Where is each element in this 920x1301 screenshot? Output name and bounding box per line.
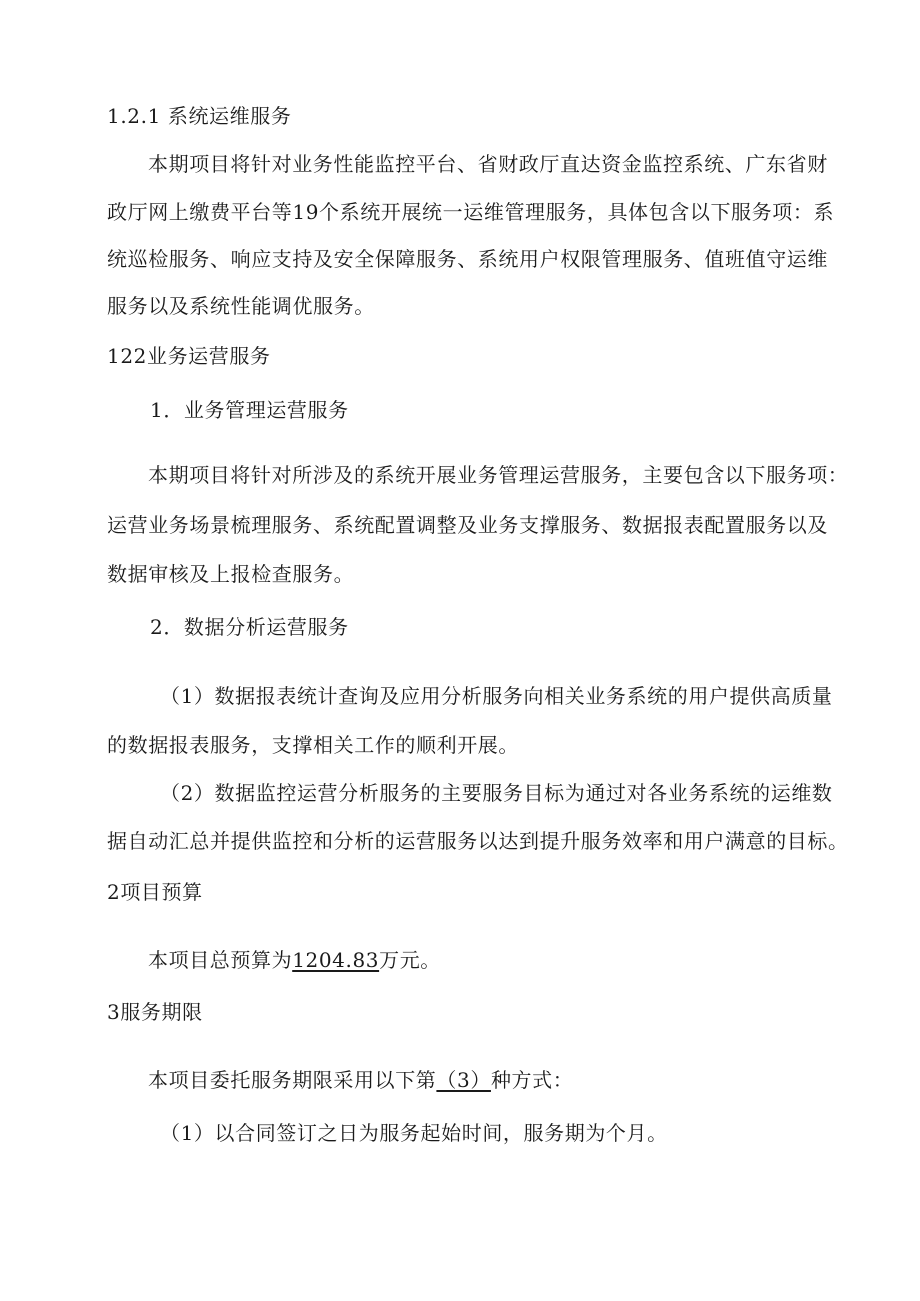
paragraph-line: （1）数据报表统计查询及应用分析服务向相关业务系统的用户提供高质量 (160, 684, 833, 708)
paragraph-line: 据自动汇总并提供监控和分析的运营服务以达到提升服务效率和用户满意的目标。 (107, 829, 849, 853)
section-heading-1-2-2: 122业务运营服务 (107, 344, 271, 368)
paragraph-line: 政厅网上缴费平台等19个系统开展统一运维管理服务，具体包含以下服务项：系 (107, 200, 835, 224)
section-heading-2: 2项目预算 (107, 880, 203, 904)
section-heading-1-2-1: 1.2.1 系统运维服务 (107, 104, 292, 128)
budget-prefix: 本项目总预算为 (148, 948, 293, 972)
paragraph-line: 运营业务场景梳理服务、系统配置调整及业务支撑服务、数据报表配置服务以及 (107, 513, 828, 537)
term-prefix: 本项目委托服务期限采用以下第 (148, 1068, 437, 1092)
paragraph-line: 本期项目将针对业务性能监控平台、省财政厅直达资金监控系统、广东省财 (148, 152, 828, 176)
paragraph-line: 服务以及系统性能调优服务。 (107, 294, 375, 318)
paragraph-line: 统巡检服务、响应支持及安全保障服务、系统用户权限管理服务、值班值守运维 (107, 247, 828, 271)
term-option-1: （1）以合同签订之日为服务起始时间，服务期为个月。 (160, 1121, 668, 1145)
budget-suffix: 万元。 (379, 948, 441, 972)
term-choice: （3） (436, 1068, 491, 1092)
item-2-heading: 2．数据分析运营服务 (150, 615, 349, 639)
term-line (148, 1068, 573, 1092)
section-heading-3: 3服务期限 (107, 1000, 203, 1024)
item-1-heading: 1．业务管理运营服务 (150, 398, 349, 422)
term-suffix: 种方式： (490, 1068, 574, 1092)
paragraph-line: 数据审核及上报检查服务。 (107, 562, 355, 586)
paragraph-line: （2）数据监控运营分析服务的主要服务目标为通过对各业务系统的运维数 (160, 781, 833, 805)
budget-line (148, 948, 441, 972)
paragraph-line: 本期项目将针对所涉及的系统开展业务管理运营服务，主要包含以下服务项： (148, 463, 849, 487)
budget-amount: 1204.83 (292, 948, 380, 972)
paragraph-line: 的数据报表服务，支撑相关工作的顺利开展。 (107, 733, 519, 757)
